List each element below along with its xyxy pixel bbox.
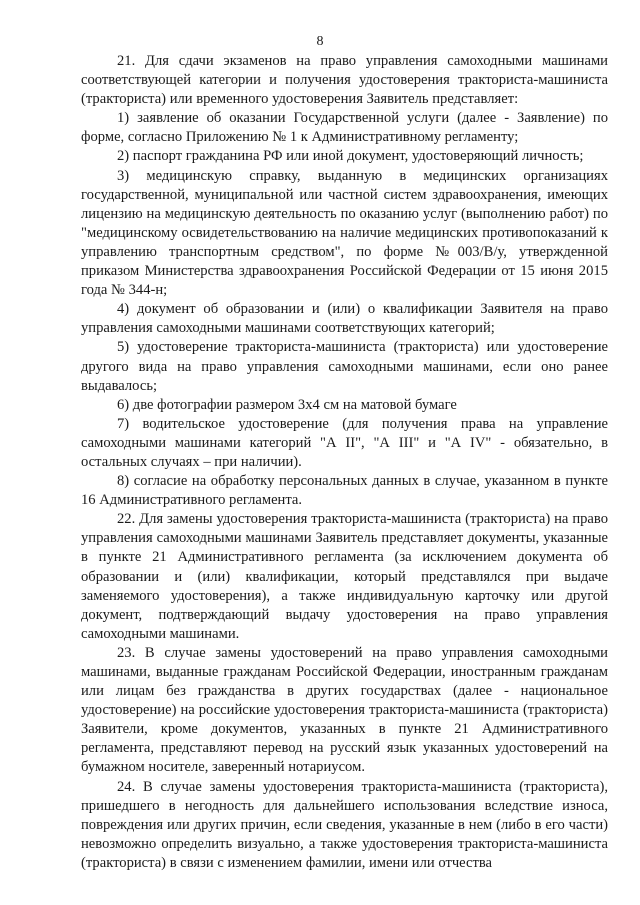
paragraph-24: 24. В случае замены удостоверения тракториста-машиниста (тракториста), пришедшего в негодность для дальнейшего использования вследствие износа, повреждения или других причин, если сведения, указанные в нем (либо в его части) невозможно определить визуально, а также удостоверения тракториста-машиниста (тракториста) в связи с изменением фамилии, имени или отчества bbox=[81, 778, 608, 871]
paragraph-23: 23. В случае замены удостоверений на право управления самоходными машинами, выданные гражданам Российской Федерации, иностранным гражданам или лицам без гражданства в других государствах (далее - национальное удостоверение) на российские удостоверения тракториста-машиниста (тракториста) Заявители, кроме документов, указанных в пункте 21 Административного регламента, представляют перевод на русский язык указанных удостоверений на бумажном носителе, заверенный нотариусом. bbox=[81, 644, 608, 776]
document-body bbox=[81, 52, 608, 873]
list-item-2: 2) паспорт гражданина РФ или иной документ, удостоверяющий личность; bbox=[117, 148, 584, 165]
list-item-1: 1) заявление об оказании Государственной услуги (далее - Заявление) по форме, согласно Приложению № 1 к Административному регламенту; bbox=[81, 110, 608, 146]
paragraph-22: 22. Для замены удостоверения тракториста-машиниста (тракториста) на право управления самоходными машинами Заявитель представляет документы, указанные в пункте 21 Административного регламента (за исключением документа об образовании и (или) квалификации, который представлялся при выдаче заменяемого удостоверения), а также индивидуальную карточку или другой документ, подтверждающий выдачу удостоверения на право управления самоходными машинами. bbox=[81, 511, 608, 642]
paragraph-21: 21. Для сдачи экзаменов на право управления самоходными машинами соответствующей категории и получения удостоверения тракториста-машиниста (тракториста) или временного удостоверения Заявитель представляет: bbox=[81, 53, 608, 108]
list-item-8: 8) согласие на обработку персональных данных в случае, указанном в пункте 16 Административного регламента. bbox=[81, 473, 608, 509]
page-number: 8 bbox=[316, 34, 324, 49]
list-item-7: 7) водительское удостоверение (для получения права на управление самоходными машинами категорий "А II", "А III" и "А IV" - обязательно, в остальных случаях – при наличии). bbox=[81, 415, 608, 470]
list-item-3: 3) медицинскую справку, выданную в медицинских организациях государственной, муниципальной или частной систем здравоохранения, имеющих лицензию на медицинскую деятельность по оказанию услуг (выполнению работ) по "медицинскому освидетельствованию на наличие медицинских противопоказаний к управлению транспортным средством", по форме №003/В/у, утвержденной приказом Министерства здравоохранения Российской Федерации от 15 июня 2015 года № 344-н; bbox=[81, 167, 608, 299]
list-item-5: 5) удостоверение тракториста-машиниста (тракториста) или удостоверение другого вида на право управления самоходными машинами, если оно ранее выдавалось; bbox=[81, 339, 608, 394]
list-item-6: 6) две фотографии размером 3х4 см на матовой бумаге bbox=[117, 396, 457, 413]
list-item-4: 4) документ об образовании и (или) о квалификации Заявителя на право управления самоходными машинами соответствующих категорий; bbox=[81, 301, 608, 337]
